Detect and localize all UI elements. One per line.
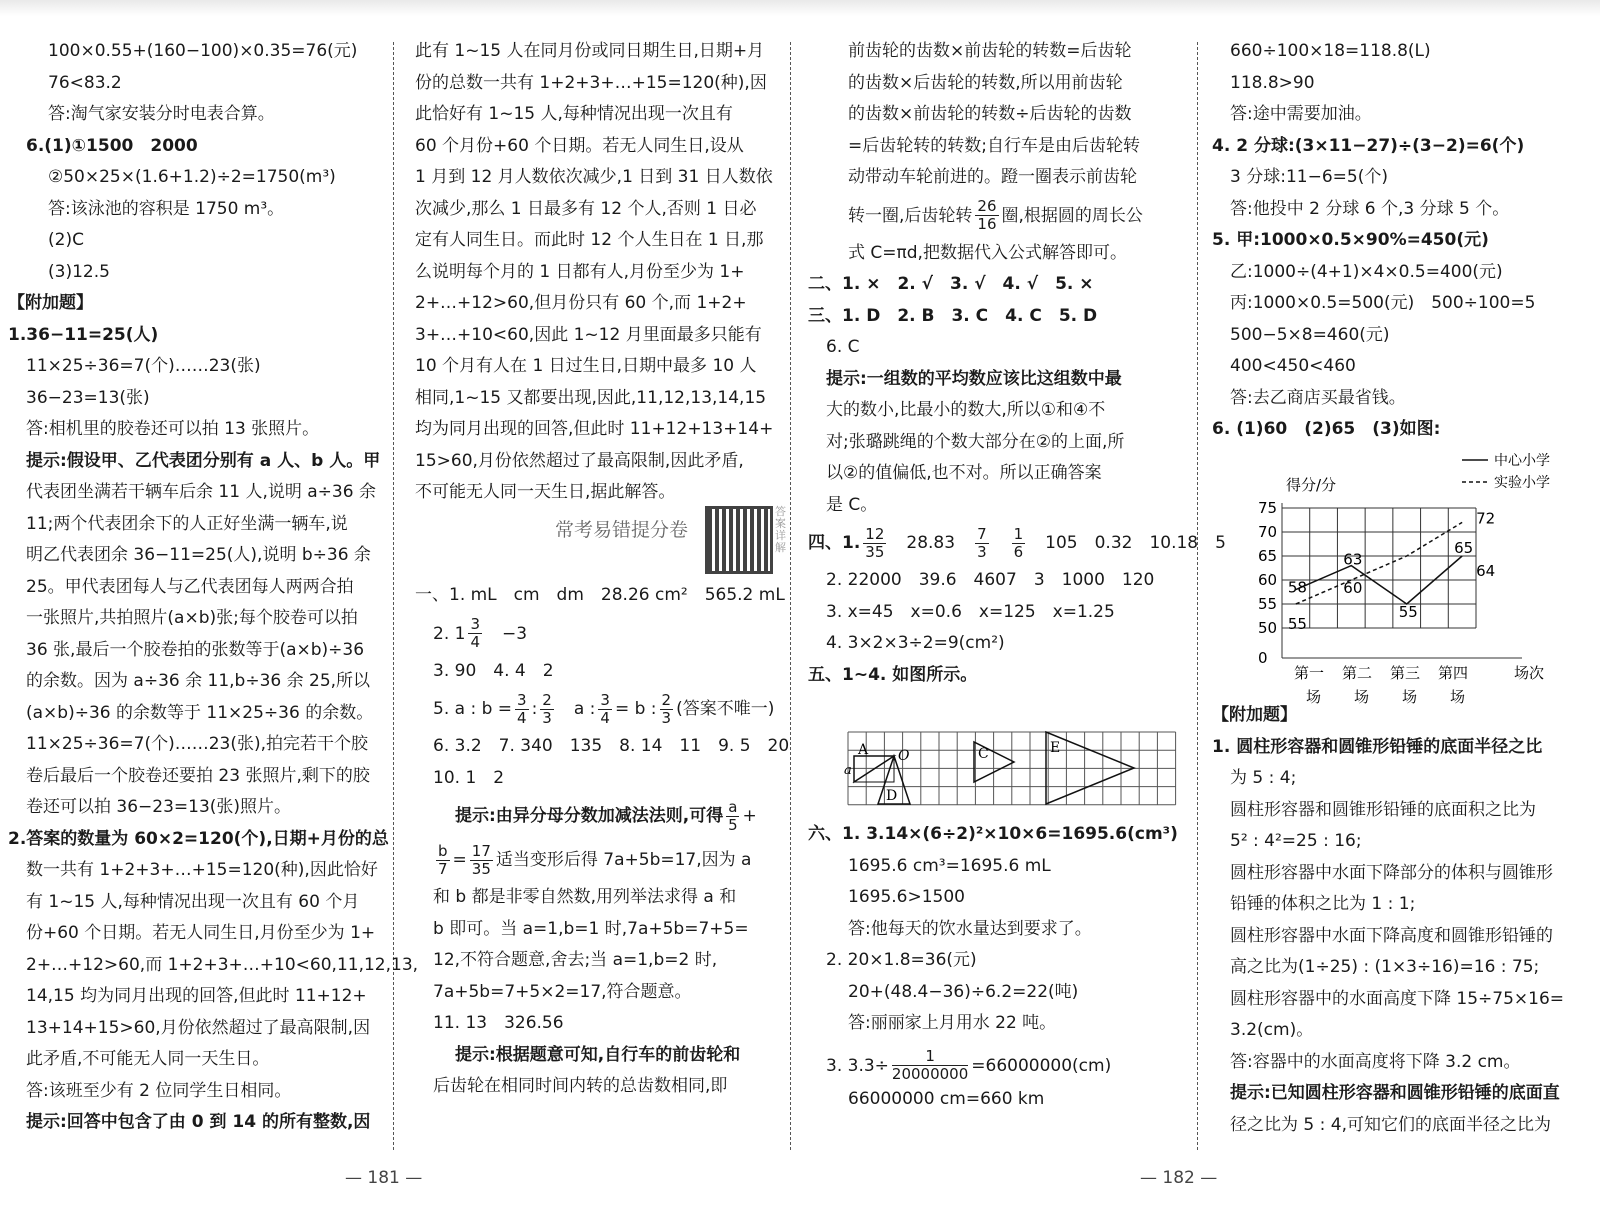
- answer-line: 4. 2 分球:(3×11−27)÷(3−2)=6(个): [1212, 135, 1525, 156]
- answer-line: 36−23=13(张): [26, 387, 150, 408]
- answer-line: 2.答案的数量为 60×2=120(个),日期+月份的总: [8, 828, 389, 849]
- answer-column-3: [808, 36, 1226, 1115]
- answer-line: 1695.6>1500: [848, 887, 965, 907]
- answer-line: $\frac{b}{7}$ = $\frac{17}{35}$ 适当变形后得 7a+5b=17,因为 a: [437, 841, 752, 878]
- answer-line: 1. 圆柱形容器和圆锥形铅锤的底面半径之比: [1212, 736, 1543, 757]
- answer-line: 500−5×8=460(元): [1230, 324, 1390, 345]
- answer-column-2-part-b: [415, 580, 790, 1103]
- answer-line: 转一圈,后齿轮转 $\frac{26}{16}$ 圈,根据圆的周长公: [848, 197, 1143, 233]
- answer-line: 提示:一组数的平均数应该比这组数中最: [826, 368, 1122, 389]
- answer-line: 答:容器中的水面高度将下降 3.2 cm。: [1230, 1051, 1521, 1072]
- top-scan-band: [0, 0, 1600, 16]
- data-label: 60: [1343, 579, 1363, 597]
- answer-line: 为 5 : 4;: [1230, 768, 1297, 788]
- answer-line: 11;两个代表团余下的人正好坐满一辆车,说: [26, 513, 348, 534]
- grid-figure: [844, 732, 1178, 824]
- line-chart: [1242, 448, 1550, 706]
- answer-line: 以②的值偏低,也不对。所以正确答案: [826, 463, 1102, 483]
- answer-line: 的齿数×前齿轮的转数÷后齿轮的齿数: [848, 104, 1132, 124]
- answer-line: 提示:根据题意可知,自行车的前齿轮和: [455, 1044, 741, 1065]
- answer-line: 答:他每天的饮水量达到要求了。: [848, 918, 1092, 939]
- answer-line: (3)12.5: [48, 261, 110, 282]
- x-tick-label: 场: [1450, 688, 1466, 706]
- answer-line: 答:途中需要加油。: [1230, 104, 1372, 124]
- data-label: 58: [1287, 578, 1307, 597]
- answer-line: 4. 3×2×3÷2=9(cm²): [826, 633, 1005, 653]
- answer-line: 2. 20×1.8=36(元): [826, 950, 977, 970]
- answer-line: 20+(48.4−36)÷6.2=22(吨): [848, 981, 1079, 1002]
- y-tick-label: 55: [1258, 595, 1278, 613]
- answer-line: 答:去乙商店买最省钱。: [1230, 387, 1406, 408]
- chart-xlabel: 场次: [1514, 664, 1545, 682]
- answer-line: ②50×25×(1.6+1.2)÷2=1750(m³): [48, 167, 336, 187]
- answer-line: 后齿轮在相同时间内转的总齿数相同,即: [433, 1076, 728, 1096]
- answer-line: 么说明每个月的 1 日都有人,月份至少为 1+: [415, 261, 745, 282]
- section-banner: 常考易错提分卷: [555, 519, 689, 541]
- answer-line: 此矛盾,不可能无人同一天生日。: [26, 1049, 270, 1069]
- answer-line: 3 分球:11−6=5(个): [1230, 167, 1388, 187]
- label-d: D: [886, 788, 898, 804]
- answer-line: 11×25÷36=7(个)……23(张),拍完若干个胶: [26, 734, 369, 754]
- answer-line: 15>60,月份依然超过了最高限制,因此矛盾,: [415, 450, 744, 471]
- answer-line: 【附加题】: [8, 293, 93, 313]
- x-tick-label: 场: [1354, 688, 1370, 706]
- label-c: C: [978, 746, 989, 762]
- answer-line: 提示:回答中包含了由 0 到 14 的所有整数,因: [26, 1112, 371, 1132]
- answer-line: 代表团坐满若干辆车后余 11 人,说明 a÷36 余: [26, 482, 376, 502]
- answer-line: 的齿数×后齿轮的转数,所以用前齿轮: [848, 72, 1123, 93]
- answer-column-4: [1212, 36, 1587, 446]
- answer-line: b 即可。当 a=1,b=1 时,7a+5b=7+5=: [433, 918, 749, 939]
- legend-series-2: 实验小学: [1494, 475, 1550, 491]
- answer-line: 四、1. $\frac{12}{35}$ 28.83 $\frac{7}{3}$ $\frac{1}{6}$ 105 0.32 10.18 5: [808, 524, 1226, 561]
- answer-line: 卷后最后一个胶卷还要拍 23 张照片,剩下的胶: [26, 765, 370, 786]
- answer-line: 3.2(cm)。: [1230, 1020, 1314, 1040]
- answer-line: 2+…+12>60,而 1+2+3+…+10<60,11,12,13,: [26, 954, 419, 975]
- answer-line: (a×b)÷36 的余数等于 11×25÷36 的余数。: [26, 702, 374, 723]
- answer-line: 25。甲代表团每人与乙代表团每人两两合拍: [26, 576, 354, 597]
- answer-line: 均为同月出现的回答,但此时 11+12+13+14+: [415, 419, 774, 439]
- answer-line: 六、1. 3.14×(6÷2)²×10×6=1695.6(cm³): [808, 824, 1178, 844]
- answer-line: 提示:假设甲、乙代表团分别有 a 人、b 人。甲: [26, 450, 381, 471]
- answer-line: 7a+5b=7+5×2=17,符合题意。: [433, 981, 692, 1002]
- x-tick-label: 第三: [1390, 664, 1421, 682]
- answer-line: 圆柱形容器中的水面高度下降 15÷75×16=: [1230, 988, 1565, 1009]
- x-tick-label: 场: [1402, 688, 1418, 706]
- label-e: E: [1050, 740, 1061, 756]
- data-label: 65: [1454, 539, 1474, 557]
- answer-line: 相同,1~15 又都要出现,因此,11,12,13,14,15: [415, 387, 767, 408]
- answer-line: 76<83.2: [48, 72, 122, 93]
- answer-line: 份的总数一共有 1+2+3+…+15=120(种),因: [415, 72, 767, 93]
- answer-line: 高之比为(1÷25) : (1×3÷16)=16 : 75;: [1230, 957, 1540, 977]
- column-divider: [790, 42, 791, 1150]
- answer-line: 10. 1 2: [433, 767, 505, 788]
- x-tick-label: 第二: [1342, 664, 1373, 682]
- shape-a-rot: [854, 756, 894, 782]
- answer-line: 3+…+10<60,因此 1~12 月里面最多只能有: [415, 324, 762, 345]
- label-o: O: [898, 748, 910, 764]
- answer-line: 式 C=πd,把数据代入公式解答即可。: [848, 242, 1127, 263]
- answer-line: =后齿轮转的转数;自行车是由后齿轮转: [848, 135, 1140, 156]
- label-a-side: a: [844, 763, 852, 778]
- y-tick-label: 50: [1258, 619, 1278, 637]
- answer-line: 1 月到 12 月人数依次减少,1 日到 31 日人数依: [415, 167, 773, 187]
- answer-line: 11. 13 326.56: [433, 1013, 564, 1033]
- answer-line: 答:淘气家安装分时电表合算。: [48, 104, 275, 124]
- answer-line: 10 个月有人在 1 日过生日,日期中最多 10 人: [415, 356, 757, 376]
- answer-line: 圆柱形容器和圆锥形铅锤的底面积之比为: [1230, 799, 1536, 820]
- answer-line: 和 b 都是非零自然数,用列举法求得 a 和: [433, 887, 737, 907]
- answer-line: 三、1. D 2. B 3. C 4. C 5. D: [808, 305, 1098, 326]
- data-label: 64: [1476, 561, 1496, 580]
- data-label: 55: [1287, 615, 1307, 633]
- answer-line: 次减少,那么 1 日最多有 12 个人,否则 1 日必: [415, 198, 757, 219]
- answer-line: 铅锤的体积之比为 1 : 1;: [1230, 894, 1416, 914]
- answer-line: 一、1. mL cm dm 28.26 cm² 565.2 mL: [415, 585, 785, 605]
- column-divider: [1197, 42, 1198, 1150]
- y-tick-label: 60: [1258, 571, 1278, 589]
- answer-line: 答:该泳池的容积是 1750 m³。: [48, 198, 285, 219]
- answer-line: 答:相机里的胶卷还可以拍 13 张照片。: [26, 419, 320, 439]
- y-tick-label: 0: [1258, 649, 1268, 667]
- page-number-right: — 182 —: [1140, 1168, 1218, 1188]
- answer-line: 1695.6 cm³=1695.6 mL: [848, 855, 1051, 876]
- answer-line: 前齿轮的齿数×前齿轮的转数=后齿轮: [848, 41, 1132, 61]
- x-tick-label: 第一: [1294, 664, 1325, 682]
- answer-line: 此有 1~15 人在同月份或同日期生日,日期+月: [415, 41, 765, 61]
- answer-line: 二、1. × 2. √ 3. √ 4. √ 5. ×: [808, 274, 1094, 294]
- y-tick-label: 75: [1258, 499, 1278, 517]
- answer-line: 5. a : b = $\frac{3}{4}$ : $\frac{2}{3}$ a : $\frac{3}{4}$ = b : $\frac{2}{3}$ (答案不唯一): [433, 690, 775, 727]
- answer-line: (2)C: [48, 230, 84, 250]
- answer-line: 660÷100×18=118.8(L): [1230, 41, 1431, 61]
- answer-line: 12,不符合题意,舍去;当 a=1,b=2 时,: [433, 950, 718, 970]
- answer-line: 11×25÷36=7(个)……23(张): [26, 356, 261, 376]
- answer-line: 五、1~4. 如图所示。: [808, 664, 978, 685]
- answer-line: 36 张,最后一个胶卷拍的张数等于(a×b)÷36: [26, 639, 365, 660]
- answer-line: 的余数。因为 a÷36 余 11,b÷36 余 25,所以: [26, 671, 371, 691]
- answer-line: 有 1~15 人,每种情况出现一次且有 60 个月: [26, 891, 360, 912]
- answer-line: 60 个月份+60 个日期。若无人同生日,设从: [415, 135, 744, 156]
- answer-line: 提示:由异分母分数加减法法则,可得 $\frac{a}{5}$ +: [455, 797, 757, 834]
- x-tick-label: 场: [1306, 688, 1322, 706]
- answer-line: 圆柱形容器中水面下降高度和圆锥形铅锤的: [1230, 925, 1553, 946]
- answer-line: 66000000 cm=660 km: [848, 1088, 1045, 1109]
- answer-line: 此恰好有 1~15 人,每种情况出现一次且有: [415, 104, 733, 124]
- data-label: 55: [1398, 603, 1418, 621]
- answer-line: 一张照片,共拍照片(a×b)张;每个胶卷可以拍: [26, 608, 358, 628]
- page-number-left: — 181 —: [345, 1168, 423, 1188]
- qr-label: 答案详解: [775, 505, 786, 554]
- answer-line: 6. C: [826, 337, 860, 357]
- legend-series-1: 中心小学: [1494, 453, 1550, 469]
- answer-line: 3. 90 4. 4 2: [433, 660, 554, 681]
- answer-line: 是 C。: [826, 494, 878, 515]
- answer-line: 6. (1)60 (2)65 (3)如图:: [1212, 419, 1441, 439]
- answer-line: 2. 22000 39.6 4607 3 1000 120: [826, 570, 1155, 590]
- answer-line: 6. 3.2 7. 340 135 8. 14 11 9. 5 20: [433, 736, 790, 756]
- answer-line: 数一共有 1+2+3+…+15=120(种),因此恰好: [26, 860, 378, 880]
- answer-line: 丙:1000×0.5=500(元) 500÷100=5: [1230, 293, 1536, 313]
- answer-line: 2. 1 $\frac{3}{4}$ −3: [433, 615, 528, 651]
- data-label: 63: [1343, 550, 1363, 569]
- answer-line: 答:该班至少有 2 位同学生日相同。: [26, 1080, 292, 1101]
- answer-line: 答:丽丽家上月用水 22 吨。: [848, 1013, 1057, 1033]
- y-tick-label: 65: [1258, 547, 1278, 565]
- answer-line: 【附加题】: [1212, 705, 1297, 725]
- answer-line: 118.8>90: [1230, 72, 1315, 93]
- answer-line: 14,15 均为同月出现的回答,但此时 11+12+: [26, 986, 367, 1006]
- answer-line: 不可能无人同一天生日,据此解答。: [415, 482, 676, 502]
- answer-line: 提示:已知圆柱形容器和圆锥形铅锤的底面直: [1230, 1083, 1560, 1103]
- label-a: A: [858, 742, 869, 758]
- answer-line: 动带动车轮前进的。蹬一圈表示前齿轮: [848, 167, 1137, 187]
- answer-column-2: [415, 36, 785, 509]
- answer-line: 1.36−11=25(人): [8, 324, 159, 345]
- answer-line: 13+14+15>60,月份依然超过了最高限制,因: [26, 1017, 371, 1038]
- answer-line: 径之比为 5 : 4,可知它们的底面半径之比为: [1230, 1114, 1551, 1135]
- answer-line: 3. 3.3÷ $\frac{1}{20000000}$ =66000000(cm): [826, 1047, 1112, 1083]
- x-tick-label: 第四: [1438, 664, 1469, 682]
- answer-line: 答:他投中 2 分球 6 个,3 分球 5 个。: [1230, 198, 1510, 219]
- answer-column-1: [8, 36, 419, 1139]
- answer-line: 5. 甲:1000×0.5×90%=450(元): [1212, 230, 1489, 250]
- data-label: 72: [1476, 509, 1496, 528]
- answer-line: 100×0.55+(160−100)×0.35=76(元): [48, 41, 358, 61]
- answer-column-4-part-b: [1212, 700, 1587, 1141]
- answer-line: 明乙代表团余 36−11=25(人),说明 b÷36 余: [26, 545, 371, 565]
- answer-line: 卷还可以拍 36−23=13(张)照片。: [26, 797, 292, 817]
- y-tick-label: 70: [1258, 523, 1278, 541]
- answer-line: 定有人同生日。而此时 12 个人生日在 1 日,那: [415, 230, 764, 250]
- answer-line: 6.(1)①1500 2000: [26, 135, 198, 156]
- answer-line: 乙:1000÷(4+1)×4×0.5=400(元): [1230, 261, 1503, 282]
- answer-line: 份+60 个日期。若无人同生日,月份至少为 1+: [26, 923, 376, 943]
- answer-line: 大的数小,比最小的数大,所以①和④不: [826, 400, 1106, 420]
- answer-line: 400<450<460: [1230, 356, 1356, 376]
- answer-line: 2+…+12>60,但月份只有 60 个,而 1+2+: [415, 293, 747, 313]
- answer-line: 3. x=45 x=0.6 x=125 x=1.25: [826, 601, 1115, 622]
- answer-line: 5² : 4²=25 : 16;: [1230, 831, 1362, 851]
- series-line-2: [1296, 522, 1462, 604]
- qr-code-icon[interactable]: [705, 506, 773, 574]
- column-divider: [393, 42, 394, 1150]
- answer-line: 对;张璐跳绳的个数大部分在②的上面,所: [826, 431, 1125, 452]
- answer-line: 圆柱形容器中水面下降部分的体积与圆锥形: [1230, 862, 1553, 883]
- chart-ylabel: 得分/分: [1286, 476, 1337, 494]
